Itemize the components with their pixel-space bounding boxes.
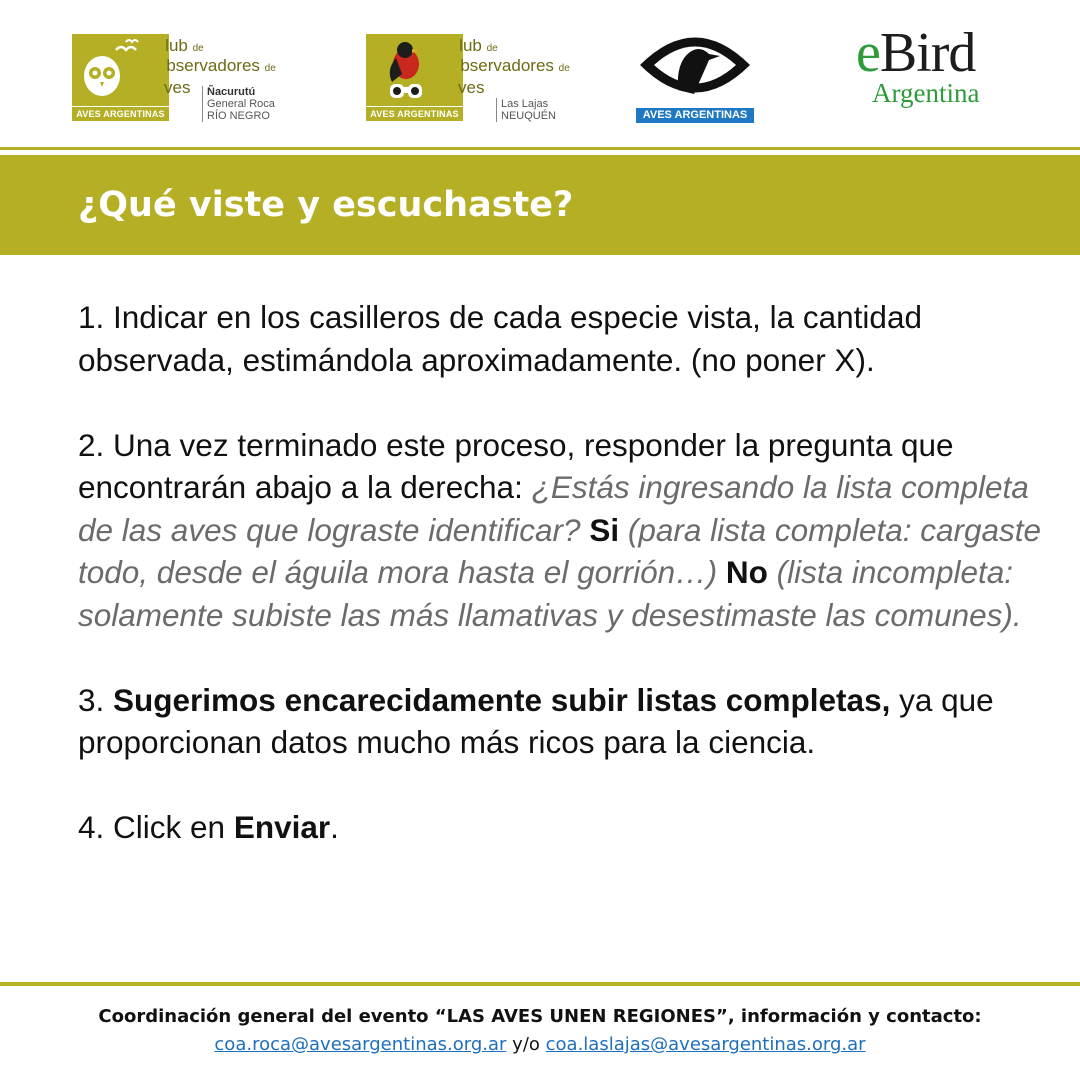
ebird-country: Argentina xyxy=(872,78,980,108)
step-2: 2. Una vez terminado este proceso, responder la pregunta que encontrarán abajo a la derecha: ¿Estás ingresando la lista completa de las aves que lograste identificar? Si (para lista completa: cargaste todo, desde el águila mora hasta el gorrión…) No (lista incompleta: solamente subiste las más llamativas y desestimaste las comunes). xyxy=(78,426,1042,633)
footer-divider xyxy=(0,982,1080,986)
email-link-roca[interactable]: coa.roca@avesargentinas.org.ar xyxy=(214,1034,507,1055)
step-2-si: Si xyxy=(589,511,620,548)
aves-argentinas-logo xyxy=(636,24,754,124)
coa-roca-logo: AVES ARGENTINAS Club de Observadores de Aves Ñacurutú General Roca RÍO NEGRO xyxy=(72,34,302,124)
footer-coordination: Coordinación general del evento “LAS AVES UNEN REGIONES”, información y contacto: xyxy=(98,1006,982,1027)
footer-contacts: coa.roca@avesargentinas.org.ar y/o coa.laslajas@avesargentinas.org.ar xyxy=(214,1034,866,1055)
coa-laslajas-logo: AVES ARGENTINAS Club de Observadores de Aves Las Lajas NEUQUÉN xyxy=(366,34,596,124)
step-4: 4. Click en Enviar. xyxy=(78,809,339,845)
page-title: ¿Qué viste y escuchaste? xyxy=(78,185,574,225)
ebird-wordmark: eBird xyxy=(856,22,976,84)
step-1: 1. Indicar en los casilleros de cada especie vista, la cantidad observada, estimándola aproximadamente. (no poner X). xyxy=(78,299,922,378)
coa-roca-badge-text: AVES ARGENTINAS xyxy=(72,106,169,121)
coa-laslajas-location: Las Lajas NEUQUÉN xyxy=(496,98,556,122)
step-4-enviar: Enviar xyxy=(233,809,331,845)
robin-on-binoculars-icon xyxy=(372,38,442,104)
ebird-argentina-logo xyxy=(856,22,1006,108)
header-divider xyxy=(0,147,1080,150)
aves-argentinas-label: AVES ARGENTINAS xyxy=(636,108,754,123)
step-2-no-desc: (lista incompleta: solamente subiste las más llamativas y desestimaste las comunes). xyxy=(78,554,1022,633)
step-3-emphasis: Sugerimos encarecidamente subir listas completas, xyxy=(113,681,891,718)
step-2-si-desc: (para lista completa: cargaste todo, desde el águila mora hasta el gorrión…) xyxy=(78,511,1042,590)
instructions xyxy=(78,296,1053,891)
coa-laslajas-badge-text: AVES ARGENTINAS xyxy=(366,106,463,121)
owl-and-birds-icon xyxy=(78,38,148,104)
step-2-no: No xyxy=(725,554,768,590)
title-band xyxy=(0,155,1080,255)
email-link-laslajas[interactable]: coa.laslajas@avesargentinas.org.ar xyxy=(545,1034,866,1055)
step-2-question: ¿Estás ingresando la lista completa de las aves que lograste identificar? xyxy=(78,469,1029,548)
footer xyxy=(0,1003,1080,1059)
logo-bar xyxy=(0,0,1080,140)
step-3: 3. Sugerimos encarecidamente subir listas completas, ya que proporcionan datos mucho más ricos para la ciencia. xyxy=(78,681,994,760)
bird-eye-icon xyxy=(636,24,754,106)
coa-roca-location: Ñacurutú General Roca RÍO NEGRO xyxy=(202,86,275,122)
